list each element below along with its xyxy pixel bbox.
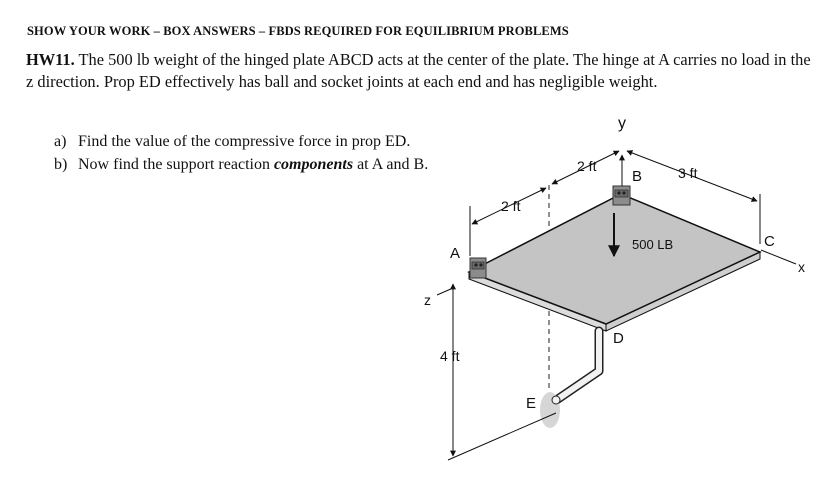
hinge-b <box>613 186 630 205</box>
part-a-text: Find the value of the compressive force in prop ED. <box>78 133 411 150</box>
problem-text: The 500 lb weight of the hinged plate ABCD acts at the center of the plate. The hinge at A carries no load in the z direction. Prop ED effectively has ball and socket joints at each end and has negligible weight. <box>26 50 811 91</box>
prop-ed <box>540 331 599 428</box>
point-e-label: E <box>526 395 537 412</box>
dim-2ft-top-label: 2 ft <box>577 158 597 174</box>
part-b-text-after: at A and B. <box>353 156 429 173</box>
problem-number: HW11. <box>26 50 75 69</box>
z-axis <box>437 288 453 295</box>
hinge-a <box>470 258 486 278</box>
point-c-label: C <box>764 233 775 250</box>
point-a-label: A <box>450 245 461 262</box>
part-b-label: b) <box>54 156 68 173</box>
point-b-label: B <box>632 168 643 185</box>
axis-z-label: z <box>424 292 431 308</box>
dim-2ft-left-label: 2 ft <box>501 198 521 214</box>
dim-3ft-label: 3 ft <box>678 165 698 181</box>
point-d-label: D <box>613 330 624 347</box>
part-b-text-before: Now find the support reaction <box>78 156 274 173</box>
axis-x-label: x <box>798 259 805 275</box>
dim-4ft-label: 4 ft <box>440 348 460 364</box>
instructions-header: SHOW YOUR WORK – BOX ANSWERS – FBDS REQUIRED FOR EQUILIBRIUM PROBLEMS <box>27 24 569 38</box>
load-label: 500 LB <box>632 237 674 252</box>
part-b-emphasis: components <box>273 156 354 173</box>
ground-line <box>448 413 556 460</box>
part-a-label: a) <box>54 133 67 150</box>
x-axis <box>761 250 796 264</box>
axis-y-label: y <box>618 115 626 132</box>
